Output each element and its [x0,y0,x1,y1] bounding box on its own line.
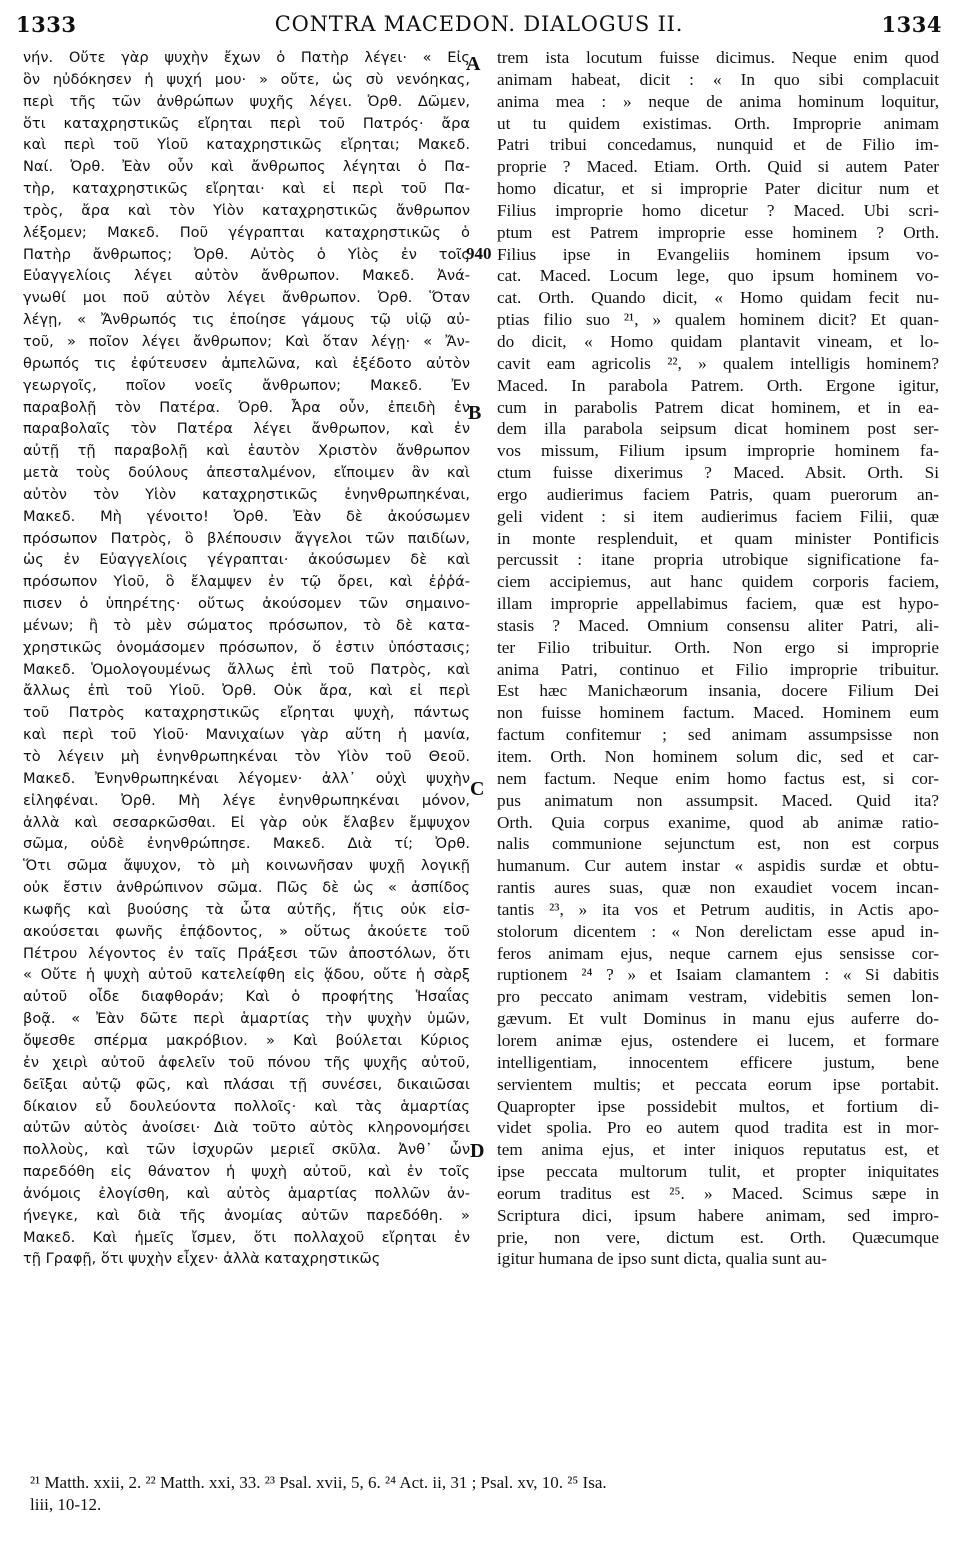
latin-text-line: ptum est Patrem improprie esse hominem ? Orth. [497,222,939,242]
latin-text-line: animam habeat, dicit : « In quo sibi complacuit [497,69,939,89]
footnote-line: liii, 10-12. [30,1495,102,1514]
latin-text-line: pus animatum non assumpsit. Maced. Quid ita? [497,790,939,810]
latin-text-line: vos missum, Filium ipsum improprie hominem fa- [497,441,939,461]
greek-text-line: αὐτὸν τὸν Υἱὸν καταχρηστικῶς ἐνηνθρωπηκέναι, [23,485,470,503]
greek-text-line: κωφῆς καὶ βυούσης τὰ ὦτα αὐτῆς, ἥτις οὐκ εἰσ- [23,900,470,918]
latin-text-line: stasis ? Maced. Omnium consensu aliter Patri, ali- [497,615,939,635]
latin-text-line: Filius ipse in Evangeliis hominem ipsum vo- [497,244,939,264]
greek-text-line: αὐτῇ τῇ παραβολῇ καὶ ἑαυτὸν Χριστὸν ἄνθρωπον [23,442,470,460]
latin-text-line: Filius improprie homo dicetur ? Maced. Ubi scri- [497,200,939,220]
latin-text-line: lorem animæ ejus, ostendere ei lucem, et formare [497,1030,939,1050]
greek-text-line: τὸ λέγειν μὴ ἐνηνθρωπηκέναι τὸν Υἱὸν τοῦ Θεοῦ. [23,748,470,765]
greek-text-line: τῇ Γραφῇ, ὅτι ψυχὴν εἶχεν· ἀλλὰ καταχρηστικῶς [23,1250,381,1268]
section-marker-d: D [470,1140,485,1162]
greek-text-line: Πέτρου λέγοντος ἐν ταῖς Πράξεσι τῶν ἀποστόλων, ὅτι [23,944,470,962]
greek-text-line: τὴρ, καταχρηστικῶς εἴρηται· καὶ εἰ περὶ τοῦ Πα- [23,180,470,198]
greek-text-line: Μακεδ. Καὶ ἡμεῖς ἴσμεν, ὅτι πολλαχοῦ εἴρηται ἐν [23,1228,470,1246]
latin-text-line: Quapropter ipse possidebit multos, et fortium di- [497,1096,939,1116]
latin-text-line: intelligentiam, innocentem efficere justum, bene [497,1052,939,1072]
greek-text-line: παραβολαῖς τὸν Πατέρα λέγει ἄνθρωπον, καὶ ἐν [23,420,470,438]
latin-text-line: stolorum dicentem : « Non derelictam esse apud in- [497,921,939,941]
latin-text-line: non fuisse hominem factum. Maced. Hominem eum [497,703,939,723]
greek-text-line: Ὅτι σῶμα ἄψυχον, τὸ μὴ κοινωνῆσαν ψυχῇ λογικῇ [23,857,470,875]
greek-text-line: μένων; ἢ τὸ μὲν σώματος πρόσωπον, τὸ δὲ κατα- [23,616,470,634]
greek-text-line: λέγῃ, « Ἄνθρωπός τις ἐποίησε γάμους τῷ υἱῷ αὐ- [23,311,470,329]
latin-text-line: Maced. In parabola Patrem. Orth. Ergone igitur, [497,375,939,395]
latin-text-line: anima Patri, continuo et Filio improprie tribuitur. [497,659,939,679]
greek-text-line: χρηστικῶς ὀνομάσομεν πρόσωπον, ὅ ἐστιν ὑπόστασις; [23,638,470,656]
greek-text-line: πολλοὺς, καὶ τῶν ἰσχυρῶν μεριεῖ σκῦλα. Ἀνθ᾽ ὧν [23,1141,470,1159]
latin-text-line: Patri tribui concedamus, nunquid et de Filio im- [497,135,939,155]
latin-text-line: dem illa parabola seipsum dicat hominem post ser- [497,419,939,439]
left-page-number: 1333 [16,12,77,37]
latin-text-line: do dicit, « Homo quidam plantavit vineam, et lo- [497,331,939,351]
latin-text-line: homo dicatur, et si improprie Pater dicitur num et [497,179,939,199]
greek-text-line: παρεδόθη εἰς θάνατον ἡ ψυχὴ αὐτοῦ, καὶ ἐν τοῖς [23,1163,470,1181]
footnote-line: ²¹ Matth. xxii, 2. ²² Matth. xxi, 33. ²³ Psal. xvii, 5, 6. ²⁴ Act. ii, 31 ; Psal. xv, 10. ²⁵ Isa. [30,1473,607,1492]
latin-text-line: trem ista locutum fuisse dicimus. Neque enim quod [497,48,939,67]
greek-text-line: ακούσεται φωνῆς ἐπᾴδοντος, » οὕτως ἀκούετε τοῦ [23,922,470,940]
greek-text-line: πρόσωπον Πατρὸς, ὃ βλέπουσιν ἄγγελοι τῶν παιδίων, [23,529,470,547]
section-marker-c: C [470,778,485,800]
greek-text-line: « Οὔτε ἡ ψυχὴ αὐτοῦ κατελείφθη εἰς ᾅδου, οὔτε ἡ σὰρξ [23,966,470,984]
latin-text-line: prie, non vere, dictum est. Orth. Quæcumque [497,1227,939,1247]
latin-text-line: ergo audierimus faciem Patris, quam puerorum an- [497,484,939,504]
greek-text-line: ὡς ἐν Εὐαγγελίοις γέγραπται· ἀκούσωμεν δὲ καὶ [23,551,470,569]
latin-text-line: tantis ²³, » ita vos et Petrum auditis, in Actis apo- [497,899,939,919]
greek-text-line: πρόσωπον Υἱοῦ, ὃ ἔλαμψεν ἐν τῷ ὄρει, καὶ ἐῤῥά- [23,573,470,591]
latin-text-line: Est hæc Manichæorum insania, docere Filium Dei [497,681,939,701]
greek-text-column [23,47,470,1270]
latin-text-line: gævum. Et vult Dominus in manu ejus auferre do- [497,1009,939,1029]
greek-text-line: μετὰ τοὺς δούλους ἀπεσταλμένον, εἴποιμεν ἂν καὶ [23,464,470,482]
latin-text-line: igitur humana de ipso sunt dicta, qualia sunt au- [497,1249,827,1269]
greek-text-line: γνωθί μοι ποῦ αὐτὸν λέγει ἄνθρωπον. Ὀρθ. Ὅταν [23,289,470,307]
latin-text-line: cat. Orth. Quando dicit, « Homo quidam fecit nu- [497,288,939,308]
greek-text-line: αὐτοῦ οἶδε διαφθοράν; Καὶ ὁ προφήτης Ἡσαΐας [23,988,470,1006]
latin-text-line: humanum. Cur autem instar « aspidis surdæ et obtu- [497,856,939,876]
greek-text-line: νήν. Οὔτε γὰρ ψυχὴν ἔχων ὁ Πατὴρ λέγει· « Εἰς [23,49,470,66]
greek-text-line: λέξομεν; Μακεδ. Ποῦ γέγραπται καταχρηστικῶς ὁ [23,223,470,241]
latin-text-line: anima mea : » neque de anima hominum loquitur, [497,91,939,111]
greek-text-line: περὶ τῆς τῶν ἀνθρώπων ψυχῆς λέγει. Ὀρθ. Δῶμεν, [23,92,470,110]
greek-text-line: καὶ περὶ τοῦ Υἱοῦ καταχρηστικῶς εἴρηται; Μακεδ. [23,136,470,154]
latin-text-line: proprie ? Maced. Etiam. Orth. Quid si autem Pater [497,157,939,177]
greek-text-line: καὶ περὶ τοῦ Υἱοῦ· Μανιχαίων γὰρ αὕτη ἡ μανία, [23,726,470,744]
greek-text-line: Μακεδ. Ὁμολογουμένως ἄλλως ἐπὶ τοῦ Πατρὸς, καὶ [23,660,470,678]
greek-text-line: εἰληφέναι. Ὀρθ. Μὴ λέγε ἐνηνθρωπηκέναι μόνον, [23,791,470,809]
greek-text-line: ἀλλὰ καὶ σεσαρκῶσθαι. Εἰ γὰρ οὐκ ἔλαβεν ἔμψυχον [23,813,470,831]
latin-text-column [497,47,939,1270]
greek-text-line: ἐν χειρὶ αὐτοῦ ἀφελεῖν τοῦ πόνου τῆς ψυχῆς αὐτοῦ, [23,1053,470,1071]
greek-text-line: ὃν ηὐδόκησεν ἡ ψυχή μου· » οὔτε, ὡς σὺ νενόηκας, [23,70,470,88]
latin-text-line: rantis aures suas, quæ non exaudiet vocem incan- [497,878,939,898]
latin-text-line: tem anima ejus, et inter iniquos reputatus est, et [497,1140,939,1160]
greek-text-line: αὐτῶν αὐτὸς ἀνοίσει· Διὰ τοῦτο αὐτὸς κληρονομήσει [23,1119,470,1137]
greek-text-line: Εὐαγγελίοις λέγει αὐτὸν ἄνθρωπον. Μακεδ. Ἀνά- [23,267,470,285]
latin-text-line: ctum fuisse dixerimus ? Maced. Absit. Orth. Si [497,463,939,483]
greek-text-line: δεῖξαι αὐτῷ φῶς, καὶ πλάσαι τῇ συνέσει, δικαιῶσαι [23,1075,470,1093]
latin-text-line: videt spolia. Pro eo autem quod tradita est in mor- [497,1118,939,1138]
latin-text-line: pro peccato animam vestram, videbitis semen lon- [497,987,939,1007]
greek-text-line: Μακεδ. Ἐνηνθρωπηκέναι λέγομεν· ἀλλ᾽ οὐχὶ ψυχὴν [23,769,470,787]
footnotes [30,1472,935,1516]
latin-text-line: ptias filio suo ²¹, » qualem hominem dicit? Et quan- [497,310,939,330]
greek-text-line: ἀνόμοις ἐλογίσθη, καὶ αὐτὸς ἁμαρτίας πολλῶν ἀν- [23,1184,470,1202]
latin-text-line: cat. Maced. Locum lege, quo ipsum hominem vo- [497,266,939,286]
latin-text-line: item. Orth. Non hominem solum dic, sed et car- [497,747,939,766]
greek-text-line: ἄλλως ἐπὶ τοῦ Υἱοῦ. Ὀρθ. Οὐκ ἄρα, καὶ εἰ περὶ [23,682,470,700]
greek-text-line: Πατὴρ ἄνθρωπος; Ὀρθ. Αὐτὸς ὁ Υἱὸς ἐν τοῖς [23,245,470,263]
latin-text-line: ipse peccata multorum tulit, et propter iniquitates [497,1162,939,1182]
latin-text-line: servientem multis; et peccata eorum ipse portabit. [497,1074,939,1094]
page-header [14,10,944,40]
section-marker-a: A [466,53,481,75]
greek-text-line: ὅτι καταχρηστικῶς εἴρηται περὶ τοῦ Πατρός· ἄρα [23,114,470,132]
latin-text-line: percussit : itane propria utrobique significatione fa- [497,550,939,570]
greek-text-line: πισεν ὁ ὑπηρέτης· οὕτως ἀκούσομεν τῶν σημαινο- [23,595,470,613]
greek-text-line: τοῦ, » ποῖον λέγει ἄνθρωπον; Καὶ ὅταν λέγῃ· « Ἄν- [23,332,470,350]
greek-text-line: γεωργοῖς, ποῖον νοεῖς ἄνθρωπον; Μακεδ. Ἐν [23,376,470,394]
greek-text-line: ὄψεσθε σπέρμα μακρόβιον. » Καὶ βούλεται Κύριος [23,1031,470,1049]
latin-text-line: geli vident : si item audierimus faciem Filii, quæ [497,506,939,526]
latin-text-line: ter Filio tribuitur. Orth. Non ergo si improprie [497,637,939,657]
latin-text-line: nem factum. Neque enim homo factus est, si cor- [497,768,939,788]
greek-text-line: βοᾷ. « Ἐὰν δῶτε περὶ ἁμαρτίας τὴν ψυχὴν ὑμῶν, [23,1010,470,1028]
latin-text-line: cavit eam agricolis ²², » qualem intelligis hominem? [497,353,939,373]
greek-text-line: θρωπός τις ἐφύτευσεν ἀμπελῶνα, καὶ ἐξέδοτο αὐτὸν [23,354,470,372]
latin-text-line: Orth. Quia corpus exanime, quod ab animæ ratio- [497,812,939,832]
greek-text-line: τοῦ Πατρὸς καταχρηστικῶς εἴρηται ψυχὴ, πάντως [23,704,470,722]
latin-text-line: ciem accipiemus, aut hanc quidem corporis faciem, [497,572,939,592]
latin-text-line: illam improprie appellabimus faciem, quæ est hypo- [497,594,939,614]
right-page-number: 1334 [881,12,942,37]
greek-text-line: Μακεδ. Μὴ γένοιτο! Ὀρθ. Ἐὰν δὲ ἀκούσωμεν [23,507,470,525]
greek-text-line: παραβολῇ τὸν Πατέρα. Ὀρθ. Ἆρα οὖν, ἐπειδὴ ἐν [23,398,470,416]
greek-text-line: σῶμα, οὐδὲ ἐνηνθρώπησε. Μακεδ. Διὰ τί; Ὀρθ. [23,835,470,853]
latin-text-line: Scriptura dici, ipsum habere animam, sed impro- [497,1205,939,1225]
latin-text-line: factum confitemur ; sed animam assumpsisse non [497,725,939,745]
greek-text-line: ήνεγκε, καὶ διὰ τῆς ἀνομίας αὐτῶν παρεδόθη. » [23,1206,470,1224]
latin-text-line: in monte resplenduit, et quam minister Pontificis [497,528,939,548]
greek-text-line: τρὸς, ἄρα καὶ τὸν Υἱὸν καταχρηστικῶς ἄνθρωπον [23,201,470,219]
latin-text-line: eorum traditus est ²⁵. » Maced. Scimus sæpe in [497,1183,939,1203]
latin-text-line: feros animam ejus, neque carnem ejus sensisse cor- [497,943,939,963]
latin-text-line: cum in parabolis Patrem dicat hominem, et in ea- [497,397,939,417]
column-number-940: 940 [466,244,492,263]
running-title: CONTRA MACEDON. DIALOGUS II. [274,12,684,36]
greek-text-line: δίκαιον εὖ δουλεύοντα πολλοῖς· καὶ τὰς ἁμαρτίας [23,1097,470,1115]
section-marker-b: B [468,402,482,424]
latin-text-line: ut tu quidem existimas. Orth. Improprie animam [497,113,939,133]
latin-text-line: ruptionem ²⁴ ? » et Isaiam clamantem : « Si dabitis [497,965,939,985]
latin-text-line: nalis communione sejunctum est, non est corpus [497,834,939,854]
greek-text-line: Ναί. Ὀρθ. Ἐὰν οὖν καὶ ἄνθρωπος λέγηται ὁ Πα- [23,158,470,176]
greek-text-line: οὐκ ἔστιν ἀνθρώπινον σῶμα. Πῶς δὲ ὡς « ἀσπίδος [23,879,470,897]
